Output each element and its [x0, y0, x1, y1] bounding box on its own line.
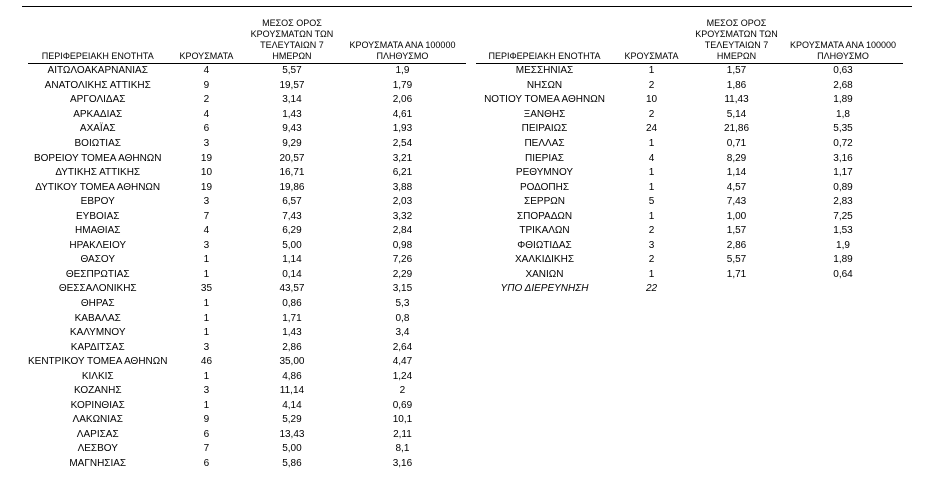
- header-region: ΠΕΡΙΦΕΡΕΙΑΚΗ ΕΝΟΤΗΤΑ: [28, 18, 167, 64]
- table-row: [28, 413, 466, 428]
- cell-cases: 1: [203, 399, 210, 411]
- cell-empty: [783, 282, 903, 297]
- cell-per100k: 1,79: [392, 79, 413, 91]
- cell-avg7: 11,14: [279, 385, 305, 397]
- table-row: [476, 64, 903, 79]
- cell-per100k: 2,03: [392, 196, 413, 208]
- table-row: [476, 166, 903, 181]
- cell-region: ΠΙΕΡΙΑΣ: [525, 152, 564, 164]
- cell-avg7: 5,00: [282, 239, 302, 251]
- cell-per100k: 7,26: [392, 254, 413, 266]
- table-row: [28, 122, 466, 137]
- table-row: [28, 442, 466, 457]
- header-cases: ΚΡΟΥΣΜΑΤΑ: [167, 18, 245, 64]
- cell-avg7: 20,57: [279, 152, 305, 164]
- table-row: [28, 326, 466, 341]
- cell-cases: 5: [648, 196, 655, 208]
- cell-avg7: 6,29: [282, 225, 302, 237]
- cell-per100k: 3,21: [392, 152, 413, 164]
- table-row: [28, 369, 466, 384]
- cell-avg7: 0,86: [282, 298, 302, 310]
- table-row: [28, 79, 466, 94]
- top-rule: [22, 6, 912, 7]
- cell-cases: 1: [203, 254, 210, 266]
- cell-avg7: 19,86: [279, 181, 305, 193]
- cell-per100k: 3,15: [392, 283, 413, 295]
- cell-per100k: 2,29: [392, 268, 413, 280]
- cell-note-label: ΥΠΟ ΔΙΕΡΕΥΝΗΣΗ: [500, 283, 589, 295]
- cell-per100k: 3,88: [392, 181, 413, 193]
- cell-per100k: 3,32: [392, 210, 413, 222]
- cell-region: ΘΕΣΠΡΩΤΙΑΣ: [65, 268, 130, 280]
- cell-per100k: 0,72: [833, 138, 853, 149]
- cell-avg7: 35,00: [279, 356, 305, 368]
- cell-cases: 9: [203, 414, 210, 426]
- cell-region: ΑΧΑΪΑΣ: [79, 123, 116, 135]
- cell-cases: 3: [203, 138, 210, 149]
- cell-empty: [690, 282, 783, 297]
- cell-avg7: 7,43: [726, 196, 747, 208]
- cell-per100k: 0,64: [833, 268, 853, 280]
- table-row: [476, 137, 903, 152]
- cell-cases: 35: [200, 283, 213, 295]
- header-per100k: ΚΡΟΥΣΜΑΤΑ ΑΝΑ 100000 ΠΛΗΘΥΣΜΟ: [783, 18, 903, 64]
- table-row: [476, 209, 903, 224]
- cell-region: ΕΥΒΟΙΑΣ: [76, 210, 120, 222]
- cell-avg7: 5,00: [282, 443, 302, 455]
- cell-region: ΚΟΖΑΝΗΣ: [73, 385, 122, 397]
- cell-region: ΛΑΚΩΝΙΑΣ: [72, 414, 123, 426]
- cell-cases: 1: [648, 65, 655, 77]
- cell-cases: 46: [200, 356, 213, 368]
- cell-cases: 24: [645, 123, 658, 135]
- cell-cases: 7: [203, 210, 210, 222]
- table-row: [476, 122, 903, 137]
- cell-note-cases: 22: [645, 283, 658, 295]
- cell-per100k: 2: [399, 385, 406, 397]
- cell-cases: 2: [648, 108, 655, 120]
- cell-cases: 4: [203, 108, 210, 120]
- cell-region: ΒΟΡΕΙΟΥ ΤΟΜΕΑ ΑΘΗΝΩΝ: [33, 152, 162, 164]
- cell-region: ΘΕΣΣΑΛΟΝΙΚΗΣ: [58, 283, 137, 295]
- cell-cases: 4: [648, 152, 655, 164]
- cell-per100k: 2,54: [392, 138, 413, 149]
- cell-cases: 1: [203, 327, 210, 339]
- header-cases: ΚΡΟΥΣΜΑΤΑ: [613, 18, 690, 64]
- cell-per100k: 0,8: [395, 312, 410, 324]
- cell-per100k: 1,89: [833, 254, 853, 266]
- table-body-left: [28, 64, 466, 472]
- table-row: [476, 108, 903, 123]
- cell-per100k: 4,47: [392, 356, 413, 368]
- header-region: ΠΕΡΙΦΕΡΕΙΑΚΗ ΕΝΟΤΗΤΑ: [476, 18, 613, 64]
- cell-avg7: 0,14: [282, 268, 302, 280]
- table-row: [28, 297, 466, 312]
- cell-per100k: 1,9: [836, 239, 850, 251]
- cell-cases: 3: [203, 385, 210, 397]
- cell-region: ΤΡΙΚΑΛΩΝ: [519, 225, 570, 237]
- cell-cases: 3: [203, 341, 210, 353]
- cell-region: ΧΑΛΚΙΔΙΚΗΣ: [515, 254, 574, 266]
- cell-region: ΑΡΓΟΛΙΔΑΣ: [70, 94, 126, 106]
- cell-cases: 2: [648, 79, 655, 91]
- cell-cases: 1: [648, 181, 655, 193]
- table-row: [476, 268, 903, 283]
- cell-cases: 4: [203, 225, 210, 237]
- cell-avg7: 5,57: [726, 254, 747, 266]
- header-avg7: ΜΕΣΟΣ ΟΡΟΣ ΚΡΟΥΣΜΑΤΩΝ ΤΩΝ ΤΕΛΕΥΤΑΙΩΝ 7 ΗΜΕΡΩΝ: [245, 18, 338, 64]
- cell-region: ΚΑΛΥΜΝΟΥ: [69, 327, 126, 339]
- cell-per100k: 2,64: [392, 341, 413, 353]
- cell-region: ΘΑΣΟΥ: [80, 254, 116, 266]
- cell-per100k: 1,53: [833, 225, 853, 237]
- cell-per100k: 1,89: [833, 94, 853, 106]
- cell-region: ΕΒΡΟΥ: [80, 196, 115, 208]
- cell-per100k: 2,06: [392, 94, 413, 106]
- cell-cases: 3: [648, 239, 655, 251]
- table-row: [28, 64, 466, 79]
- table-row: [28, 151, 466, 166]
- table-row: [28, 239, 466, 254]
- cell-avg7: 2,86: [726, 239, 747, 251]
- cell-cases: 1: [648, 167, 655, 179]
- note-row: [476, 282, 903, 297]
- cell-cases: 6: [203, 428, 210, 440]
- cell-cases: 1: [203, 298, 210, 310]
- cell-per100k: 7,25: [833, 210, 853, 222]
- cell-avg7: 4,14: [282, 399, 302, 411]
- cell-avg7: 4,86: [282, 370, 302, 382]
- cell-cases: 10: [645, 94, 658, 106]
- cell-cases: 1: [648, 268, 655, 280]
- cell-per100k: 0,63: [833, 65, 853, 77]
- table-row: [476, 151, 903, 166]
- cell-per100k: 2,83: [833, 196, 853, 208]
- cell-region: ΣΕΡΡΩΝ: [524, 196, 565, 208]
- cell-per100k: 5,3: [395, 298, 410, 310]
- cell-per100k: 0,89: [833, 181, 853, 193]
- cell-cases: 1: [203, 370, 210, 382]
- cell-avg7: 3,14: [282, 94, 302, 106]
- cell-cases: 7: [203, 443, 210, 455]
- table-row: [28, 180, 466, 195]
- table-row: [476, 253, 903, 268]
- table-row: [28, 457, 466, 472]
- cell-region: ΜΑΓΝΗΣΙΑΣ: [69, 458, 127, 470]
- cell-cases: 6: [203, 458, 210, 470]
- cell-cases: 2: [648, 254, 655, 266]
- table-row: [28, 399, 466, 414]
- cell-cases: 19: [200, 152, 213, 164]
- table-row: [28, 108, 466, 123]
- cell-cases: 10: [200, 167, 213, 179]
- cell-avg7: 1,71: [282, 312, 302, 324]
- cell-region: ΡΕΘΥΜΝΟΥ: [515, 167, 574, 179]
- cell-avg7: 7,43: [282, 210, 302, 222]
- table-row: [476, 239, 903, 254]
- table-row: [28, 137, 466, 152]
- cell-avg7: 11,43: [724, 94, 749, 106]
- cell-region: ΣΠΟΡΑΔΩΝ: [516, 210, 573, 222]
- cell-avg7: 19,57: [279, 79, 305, 91]
- cell-per100k: 10,1: [392, 414, 413, 426]
- cell-avg7: 21,86: [723, 123, 750, 135]
- cell-avg7: 5,29: [282, 414, 302, 426]
- cell-cases: 4: [203, 65, 210, 77]
- cell-per100k: 1,9: [395, 65, 410, 77]
- cell-region: ΠΕΛΛΑΣ: [524, 138, 565, 149]
- header-row: [28, 18, 466, 64]
- cases-table-right: [476, 18, 903, 297]
- cell-region: ΚΑΡΔΙΤΣΑΣ: [70, 341, 125, 353]
- cell-avg7: 5,86: [282, 458, 302, 470]
- cell-avg7: 9,43: [282, 123, 302, 135]
- cell-region: ΗΜΑΘΙΑΣ: [75, 225, 121, 237]
- table-row: [476, 93, 903, 108]
- cell-per100k: 1,17: [833, 167, 853, 179]
- cell-region: ΧΑΝΙΩΝ: [525, 268, 564, 280]
- cell-region: ΒΟΙΩΤΙΑΣ: [74, 138, 121, 149]
- cell-region: ΠΕΙΡΑΙΩΣ: [521, 123, 568, 135]
- table-row: [28, 209, 466, 224]
- cell-avg7: 0,71: [726, 138, 747, 149]
- cell-avg7: 4,57: [726, 181, 747, 193]
- cell-per100k: 2,84: [392, 225, 413, 237]
- cell-region: ΑΙΤΩΛΟΑΚΑΡΝΑΝΙΑΣ: [47, 65, 148, 77]
- cell-cases: 2: [648, 225, 655, 237]
- cell-region: ΚΑΒΑΛΑΣ: [74, 312, 121, 324]
- table-row: [476, 180, 903, 195]
- table-row: [476, 195, 903, 210]
- cell-per100k: 0,98: [392, 239, 413, 251]
- cell-avg7: 8,29: [726, 152, 747, 164]
- cell-region: ΔΥΤΙΚΗΣ ΑΤΤΙΚΗΣ: [55, 167, 141, 179]
- cell-region: ΜΕΣΣΗΝΙΑΣ: [515, 65, 574, 77]
- cell-region: ΝΟΤΙΟΥ ΤΟΜΕΑ ΑΘΗΝΩΝ: [484, 94, 605, 106]
- table-row: [28, 224, 466, 239]
- cell-cases: 3: [203, 196, 210, 208]
- cell-per100k: 4,61: [392, 108, 413, 120]
- cases-table-left: [28, 18, 466, 471]
- cell-region: ΑΝΑΤΟΛΙΚΗΣ ΑΤΤΙΚΗΣ: [44, 79, 151, 91]
- cell-region: ΡΟΔΟΠΗΣ: [519, 181, 570, 193]
- cell-avg7: 1,57: [726, 225, 747, 237]
- cell-per100k: 6,21: [392, 167, 413, 179]
- cell-avg7: 1,14: [282, 254, 302, 266]
- table-row: [28, 428, 466, 443]
- cell-avg7: 43,57: [279, 283, 305, 295]
- cell-avg7: 2,86: [282, 341, 302, 353]
- cell-cases: 3: [203, 239, 210, 251]
- cell-avg7: 1,43: [282, 108, 302, 120]
- cell-cases: 19: [200, 181, 213, 193]
- cell-region: ΞΑΝΘΗΣ: [523, 108, 566, 120]
- cell-region: ΚΟΡΙΝΘΙΑΣ: [70, 399, 125, 411]
- cell-avg7: 5,14: [726, 108, 747, 120]
- table-row: [28, 268, 466, 283]
- cell-cases: 1: [203, 312, 210, 324]
- table-row: [28, 93, 466, 108]
- cell-cases: 1: [648, 210, 655, 222]
- cell-avg7: 1,71: [726, 268, 747, 280]
- table-row: [28, 282, 466, 297]
- cell-per100k: 1,8: [836, 108, 850, 120]
- table-row: [28, 355, 466, 370]
- cell-per100k: 3,4: [395, 327, 410, 339]
- cell-region: ΦΘΙΩΤΙΔΑΣ: [517, 239, 572, 251]
- table-row: [476, 79, 903, 94]
- cell-per100k: 1,24: [392, 370, 413, 382]
- cell-per100k: 2,68: [833, 79, 853, 91]
- cell-avg7: 13,43: [279, 428, 305, 440]
- cell-per100k: 8,1: [395, 443, 410, 455]
- cell-per100k: 5,35: [833, 123, 853, 135]
- cell-avg7: 1,43: [282, 327, 302, 339]
- table-row: [28, 166, 466, 181]
- cell-avg7: 1,14: [726, 167, 747, 179]
- cell-region: ΚΙΛΚΙΣ: [81, 370, 114, 382]
- cell-avg7: 5,57: [282, 65, 302, 77]
- cell-per100k: 0,69: [392, 399, 413, 411]
- cell-region: ΔΥΤΙΚΟΥ ΤΟΜΕΑ ΑΘΗΝΩΝ: [35, 181, 161, 193]
- cell-avg7: 16,71: [279, 167, 305, 179]
- table-row: [28, 384, 466, 399]
- cell-cases: 2: [203, 94, 210, 106]
- cell-avg7: 6,57: [282, 196, 302, 208]
- cell-cases: 9: [203, 79, 210, 91]
- cell-region: ΗΡΑΚΛΕΙΟΥ: [69, 239, 127, 251]
- table-row: [476, 224, 903, 239]
- cell-per100k: 2,11: [393, 428, 412, 440]
- cell-per100k: 3,16: [833, 152, 853, 164]
- cell-region: ΛΑΡΙΣΑΣ: [76, 428, 119, 440]
- table-row: [28, 311, 466, 326]
- header-per100k: ΚΡΟΥΣΜΑΤΑ ΑΝΑ 100000 ΠΛΗΘΥΣΜΟ: [338, 18, 466, 64]
- cell-avg7: 1,86: [726, 79, 747, 91]
- table-row: [28, 253, 466, 268]
- cell-cases: 1: [203, 268, 210, 280]
- cell-region: ΝΗΣΩΝ: [526, 79, 563, 91]
- table-row: [28, 340, 466, 355]
- cell-region: ΛΕΣΒΟΥ: [77, 443, 118, 455]
- cell-region: ΑΡΚΑΔΙΑΣ: [73, 108, 123, 120]
- cell-per100k: 3,16: [392, 458, 413, 470]
- cell-avg7: 1,00: [726, 210, 747, 222]
- cell-region: ΚΕΝΤΡΙΚΟΥ ΤΟΜΕΑ ΑΘΗΝΩΝ: [28, 356, 168, 368]
- cell-cases: 6: [203, 123, 210, 135]
- cell-avg7: 1,57: [726, 65, 747, 77]
- table-row: [28, 195, 466, 210]
- cell-region: ΘΗΡΑΣ: [80, 298, 115, 310]
- cell-per100k: 1,93: [392, 123, 413, 135]
- cell-avg7: 9,29: [282, 138, 302, 149]
- header-row: [476, 18, 903, 64]
- table-body-right: [476, 64, 903, 297]
- header-avg7: ΜΕΣΟΣ ΟΡΟΣ ΚΡΟΥΣΜΑΤΩΝ ΤΩΝ ΤΕΛΕΥΤΑΙΩΝ 7 ΗΜΕΡΩΝ: [690, 18, 783, 64]
- cell-cases: 1: [648, 138, 655, 149]
